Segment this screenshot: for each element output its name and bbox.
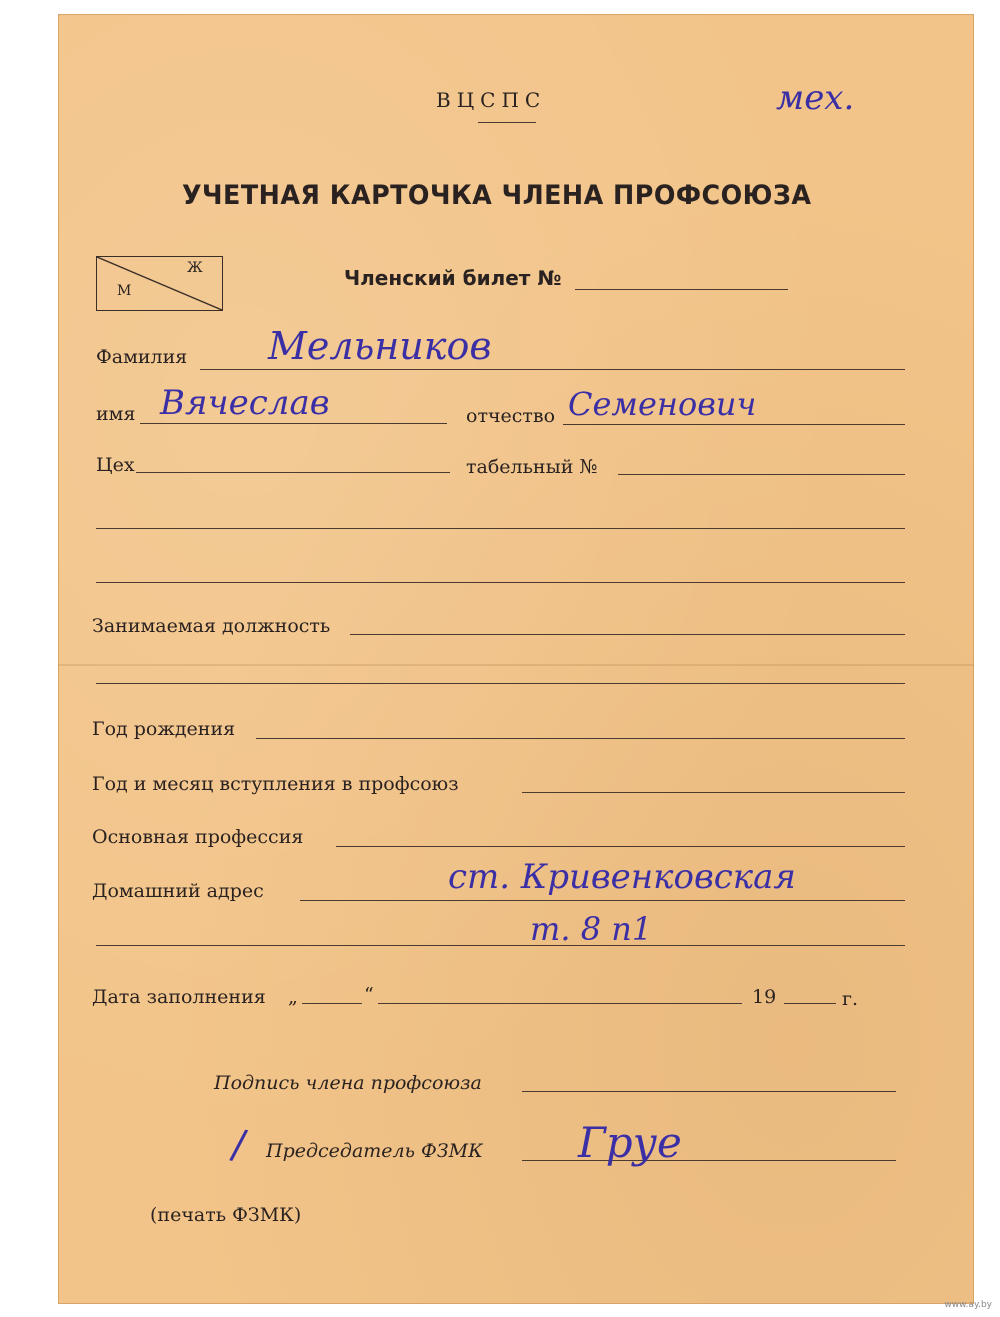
- date-day-line[interactable]: [302, 1003, 362, 1004]
- join-date-label: Год и месяц вступления в профсоюз: [92, 773, 459, 795]
- date-label: Дата заполнения: [92, 986, 266, 1008]
- date-year-suffix: г.: [842, 988, 858, 1010]
- document-title: УЧЕТНАЯ КАРТОЧКА ЧЛЕНА ПРОФСОЮЗА: [182, 180, 812, 211]
- address-line-2[interactable]: [96, 945, 905, 946]
- surname-line[interactable]: [200, 369, 905, 370]
- gender-diagonal: [97, 257, 222, 310]
- date-month-line[interactable]: [378, 1003, 742, 1004]
- address-value-2: т. 8 п1: [530, 910, 653, 948]
- gender-box: [96, 256, 223, 311]
- blank-line-2[interactable]: [96, 582, 905, 583]
- address-label: Домашний адрес: [92, 880, 264, 902]
- chair-label: Председатель ФЗМК: [266, 1140, 483, 1162]
- surname-label: Фамилия: [96, 346, 188, 368]
- workshop-line[interactable]: [136, 472, 450, 473]
- address-line[interactable]: [300, 900, 905, 901]
- blank-line-1[interactable]: [96, 528, 905, 529]
- org-underline: [478, 122, 536, 123]
- date-close-quote: “: [364, 984, 374, 1006]
- stamp-label: (печать ФЗМК): [150, 1204, 302, 1226]
- tab-number-line[interactable]: [618, 474, 905, 475]
- chair-signature: Груе: [578, 1118, 682, 1167]
- birth-year-line[interactable]: [256, 738, 905, 739]
- patronymic-line[interactable]: [563, 424, 905, 425]
- handwritten-note: мех.: [776, 78, 855, 118]
- watermark: www.ay.by: [944, 1300, 992, 1310]
- org-name: ВЦСПС: [436, 88, 547, 112]
- profession-line[interactable]: [336, 846, 905, 847]
- name-label: имя: [96, 403, 136, 425]
- chair-mark: /: [228, 1121, 250, 1169]
- position-line-2[interactable]: [96, 683, 905, 684]
- membership-label: Членский билет №: [344, 266, 562, 290]
- position-line[interactable]: [350, 634, 905, 635]
- patronymic-label: отчество: [466, 405, 556, 427]
- member-signature-line[interactable]: [522, 1091, 896, 1092]
- date-open-quote: „: [288, 986, 298, 1008]
- date-year-prefix: 19: [752, 986, 777, 1008]
- position-label: Занимаемая должность: [92, 615, 331, 637]
- address-value-1: ст. Кривенковская: [448, 857, 796, 897]
- surname-value: Мельников: [268, 324, 492, 368]
- name-line[interactable]: [140, 423, 447, 424]
- workshop-label: Цех: [96, 454, 135, 476]
- tab-number-label: табельный №: [466, 456, 598, 478]
- membership-line[interactable]: [575, 289, 788, 290]
- patronymic-value: Семенович: [568, 385, 757, 423]
- member-signature-label: Подпись члена профсоюза: [214, 1072, 482, 1094]
- birth-year-label: Год рождения: [92, 718, 236, 740]
- gender-female-label: Ж: [187, 260, 203, 276]
- name-value: Вячеслав: [160, 383, 330, 423]
- date-year-line[interactable]: [784, 1003, 836, 1004]
- gender-male-label: М: [117, 283, 132, 299]
- fold-crease: [58, 664, 974, 666]
- profession-label: Основная профессия: [92, 826, 304, 848]
- join-date-line[interactable]: [522, 792, 905, 793]
